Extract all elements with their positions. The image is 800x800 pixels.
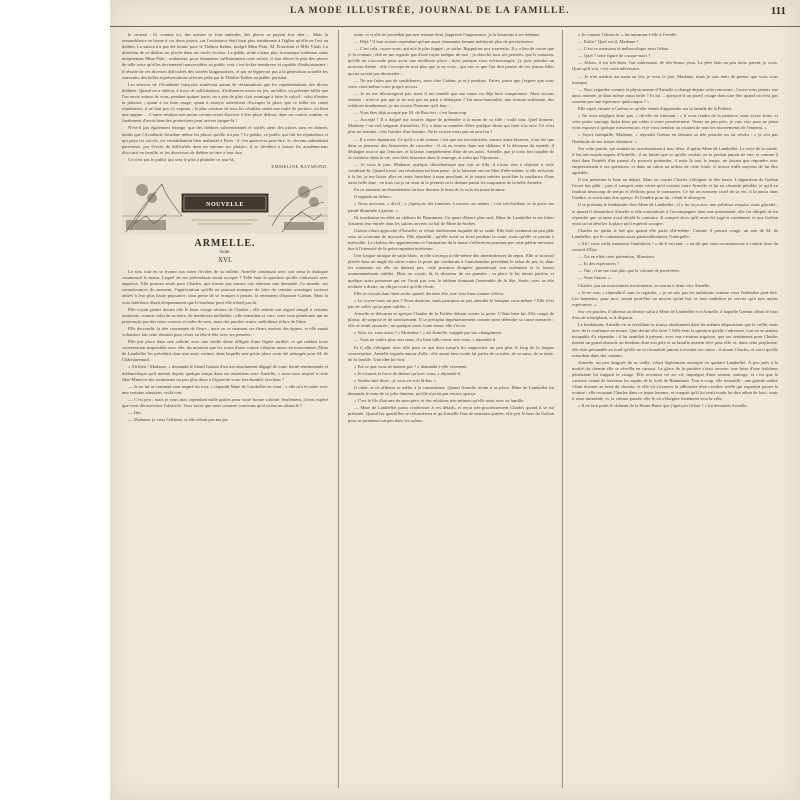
paragraph: Charles, par un mouvement involontaire, se tourna à demi vers Armelle. [578, 282, 711, 288]
paragraph: — Enfin ! Quel est-il, Madame ? [578, 39, 639, 45]
paragraph: Ce n'est pas le public qui sera le plus à plaindre ce jour-là. [128, 156, 235, 162]
paragraph: « Nous arrivons, » dit-il ; « j'aperçois des lumières à travers ces arbres ; c'est très-brillant, et la porte me paraît illuminée à giorno. » [348, 201, 554, 213]
paragraph: Il se présenta le lendemain chez Mme de Lambellet ; il y fut reçu avec une politesse exquise, mais glaciale ; et quand il demanda à Armelle si elle consentirait à l'accompagner dans une promenade, elle fut obligée de lui répondre que sa tante avait décidé le contraire. Il comprit alors qu'il avait été jugé et condamné, et que Gaëtan avait su lui dérober la place qu'il espérait occuper. [572, 202, 778, 226]
paragraph: — Vous l'aurez. » [578, 275, 611, 281]
story-subtitle: Suite. [219, 250, 231, 256]
paragraph: — Déjà ! Il faut avouer cependant qu'une aussi charmante femme mériterait plus de persévérance. [354, 39, 535, 45]
paragraph: Charles ne quitta le bal que quand elle partit elle-même. Comme il prenait congé, un ami de M. de Lambellet, qui le connaissait assez particulièrement, l'interpella : [572, 227, 778, 239]
column-divider [562, 30, 563, 788]
column-3 [572, 32, 778, 784]
paragraph: « Soyez tranquille, Madame, » répondit Gaëtan en laissant sa tête prendre un air résolu ; « je n'ai pas l'habitude de me laisser distancer. » [572, 132, 778, 144]
paragraph: Gaëtan s'était approché d'Armelle, et s'était tendrement inquiété de sa santé. Elle était vraiment un peu pâle sous sa couronne de myosotis. Elle répondit : qu'elle avait eu froid pendant la route, mais qu'elle se portait à merveille. La chaleur des appartements et l'animation de la danse s'effacèrent pourtant pas cette pâleur nerveuse due à l'intensité de la préoccupation intérieure. [348, 227, 554, 252]
paragraph: — Madame, je vous l'affirme, si elle n'était pas ma pa- [128, 417, 229, 423]
paragraph: « Ah bien ! Madame, » demanda le blond Gaëtan d'un ton absolument dégagé de toute feinte sentimentale et mélancolique qu'il mettait depuis quelque temps dans ses entretiens avec Armelle, « avez-vous inspiré à cette fière Minerve des sentiments un peu plus doux à l'égard de votre très-humble serviteur ? [122, 364, 328, 382]
paragraph: « Ne vous négligez donc pas, » dit-elle en finissant ; « il vous faudra de la patience, mais soyez franc, et cette petite sauvage finira bien par céder à votre persévérance. Venez un peu près, je vais voir pour ne point vous exposer à quelque mésaventure, et je vous tiendrai au courant de tous les mouvements de l'ennemi. » [572, 113, 778, 131]
paragraph: Le soir, tout en se livrant aux soins frivoles de sa toilette, Armelle continuait avec son cœur le dialogue commencé le matin. Lequel de ses prétendants serait accepté ? Telle était la question qu'elle s'adressait avec angoisse. Elle pouvait seule pour Charles, qui n'avait pas encore osé adresser une demande. Le monde, ses connaissances du moment, l'appréciation qu'elle ne pouvait manquer de faire de certains avantages sociaux attirés à leur plus haute puissance, sous peine de se tromper à jamais, la retenaient d'épouser Gaëtan. Mais la voix intérieure disait éloquemment que le bonheur pour elle n'était pas là. [122, 269, 328, 305]
paragraph: Elle reprit ensuite à Gaëtan ce qu'elle venait d'apprendre sur la famille de la Folière. [578, 106, 733, 112]
paragraph: « Je n'aurais la force de danser qu'avec vous, » répondit-il. [354, 370, 462, 376]
author-signature: EMMELINE RAYMOND. [271, 163, 328, 169]
page-header [110, 6, 800, 27]
paragraph: — Allons, il est très-bien, l'air intéressant, de très-beaux yeux. Le père était un peu notre parent, je crois. Quoi qu'il soit, c'est votre adversaire. [572, 60, 778, 72]
nouvelle-vignette [122, 176, 328, 234]
paragraph: — Vous ne voilez plus vers nous, il a bien fallu venir vers vous, » répondit-il. [354, 337, 497, 343]
paragraph: « Vous ici, vous aussi ? » Monsieur ! » dit Armelle, frappée par son changement. [354, 330, 503, 336]
vignette-label: NOUVELLE [206, 202, 244, 209]
newspaper-page [110, 0, 800, 800]
paragraph: — Mme de Lambellet parut s'intéresser à ces détails, et reçut très-gracieusement Charles quand il se fut présenté. Quand les quadrilles se reformèrent et qu'Armelle l'eut de nouveau quittée, elle prit le bras de Gaëtan pour se promener un peu dans les salons. [348, 405, 554, 423]
paragraph: — Ne me faites pas de confidences, mon cher Gaëtan, je m'y perdrais. Faites, parce que j'espère que vous serez vous-même votre propre avocat. [348, 77, 554, 89]
paragraph: — C'est peu ; mais je vous dois cependant mille grâces pour votre bonne volonté. Seulement, j'avais espéré que vous découvririez l'obstacle. Vous savez que nous sommes convenus qu'il existe un obstacle ? [122, 396, 328, 409]
page-number: 111 [770, 5, 786, 17]
paragraph: Il sut présenter le bras au départ. Mais on voyait Charles s'éloigner la tête basse. L'apparition de Gaëtan l'avait fait pâlir ; puis il comprit cette vérité qu'il existait entre Armelle et lui un obstacle pénible, et qu'il en faudrait beaucoup de temps et d'efforts pour le surmonter. Ce fut un moment cruel de sa vie, il la passa dans l'ombre, et sortit sans être aperçu. Et l'ombre pour lui, c'était le désespoir. [572, 177, 778, 201]
paragraph: — Oui ; il ne me faut plus que la volonté de persévérer. [578, 268, 680, 274]
paragraph: — Vous êtes déjà accepté par M. de Boisfort ; c'est beaucoup. [354, 110, 468, 116]
paragraph: « Il ne faut point le château de la Haute-Butte que j'aperçois là-bas ? » lui demanda Armelle. [578, 403, 748, 409]
paragraph: Une longue tunique de satin blanc, et elle s'avança à elle-même des intermittences de repos. Elle se trouvait placée dans un angle du salon contre la porte qui conduisait à l'antichambre précédant le salon de jeu, et, dans les moments où elle ne dansait pas, cette position éloignée garantissait son isolement et la faisait momentanément oublier. Mais on voyait, là, le dictateur de ses pensées ; sa place le lui faisait parfois, et quelque autre personne qui ne l'avait pas vue, le tableau dominait l'ensemble de la fête. Seule, avec sa tête inclinée à droite, on eût pu croire qu'elle rêvait. [348, 253, 554, 289]
paragraph: — Je vous le jure, Madame, quelque chevaleresque que soit sa fille, il n'aura rien à objecter à cette condition-là. Quand à moi, ma résolution est bien prise : je la laisserai encore libre d'elle-même, si elle m'écoute à la fin, je me laisse aller en toute franchise à mon penchant, et je saurai mériter peut-être la confiance d'une aussi belle âme ; en tous cas je ne serai ni le premier ni le dernier parmi les soupirants de la belle Armelle. [348, 161, 554, 186]
paragraph: — Quel ? cette figure de croque-mort ? [578, 53, 651, 59]
paragraph: « Je ne sais, » répondit-il sans la regarder, « je ne sais pas les ambitions comme vous l'entendez peut-être. Les honneurs, pour moi, seront peut-être un moyen qu'un but, et mon ambition ne servira qu'à mes autres espérances. » [572, 289, 778, 307]
paragraph: Elle se croyait donc bien seule, quand, derrière elle, une voix bien connue s'éleva. [354, 290, 505, 296]
engraved-vignette-illustration [122, 176, 328, 234]
paragraph: rente, et si elle ne possédait pas une fortune dont j'apprécie l'importance, je la laisserais à ses dédains. [354, 32, 541, 37]
paragraph: Sur cette parole, qui sonnait un avertissement à tous deux, il quitta Mme de Lambellet. Le reste de la soirée, il fut très-assidu auprès d'Armelle ; il ne faisait que ce qu'elle voulait, ne la perdait jamais de vue, et comme il était dans l'intérêt d'un parent d'y pouvoir prétendre, il resta là tout le temps, ne faisant que répondre avec empressement à ses questions, et dans un salon au milieu de cette foule, il trouva mille moyens de lui être agréable. [572, 145, 778, 175]
paragraph: Le lendemain, Armelle en se réveillant se trouva absolument dans les mêmes dispositions que la veille, mais avec de la confiance en moins. Que devait-elle faire ? Telle était la question qu'elle s'adressait, tout en se sentant incapable d'y répondre ; il lui semblait à présent, avec une certaine angoisse, que ses sentiments pour Charles étaient un grand obstacle au bonheur dont son père et sa famille avaient rêvé pour elle, et, dans cette perplexité, elle était persuadée au fond qu'elle ne se résoudrait jamais à écouter ses vœux ; il aimait Charles, et voici qu'elle retombait dans des craintes. [572, 322, 778, 358]
paragraph: — Je ne lui ai vraiment rien inspiré du tout, » répondit Mme de Lambellet en riant ; « elle m'a écoutée avec une certaine attention, voilà tout. [122, 383, 328, 395]
paragraph: Elle voyait parmi devant elle le beau visage sérieux de Charles ; elle sentait son regard rempli à certains moments, comme celui de sa mère, de tendresses ineffables ; elle entendait sa voix, cette voix pénétrante qui ne prononçait pas des mots sonores et vides de sens, mais des paroles vraies, mélodieux échos de l'âme. [122, 306, 328, 324]
paragraph: Les séances de l'Académie française soulèvent autant de réclamations que les représentations des divers théâtres. Quand on a obtenu, à force de sollicitations, d'influences mises en jeu, un billet, on présente billet que l'on envie autour de vous, pendant quinze jours, on a peu de plus clair avantage à faire le calcul : celui d'entrer la jalousie ; quant à en faire usage, quant à essayer naïvement d'occuper la place que ce billet est censé représenter, il ne faut pas s'y exposer ; la plus certaine de tous les résultats serait une foule de portiers, ou bien une angine…. L'autre résultat non moins certain serait d'arriver à être placé debout, dans un couloir sombre, et finalement d'avoir bien des protections pour arriver jusque-là ! [122, 81, 328, 124]
paragraph: Armelle, un peu fatiguée de sa veille, s'était légèrement assoupie en quittant Lambellet. A peu près à la moitié du chemin elle se réveilla en sursaut. La glace de la portière s'était ouverte, une brise d'une fraîcheur pénétrante lui frappait le visage. Elle reconnut cet air vif, imprégné d'une senteur sauvage, et c'est que le carrosse venait de traverser les sapins de la forêt de Biammont. Tout à coup, elle tressaillit : une grande ombre s'était dressée au bord du chemin, et elle vit s'avancer la silhouette d'un cavalier arrêté qui regardait passer la voiture ; elle reconnut Charles dans ce jeune homme, et comprit qu'il lui avait voulu lui dire adieu de loin ; mais il resta immobile, et, la voiture passée, elle le vit s'éloigner lentement vers la ville. [572, 359, 778, 402]
paragraph: « Je connais l'obstacle, » lui murmura-t-elle à l'oreille. [578, 32, 678, 37]
paragraph: Il regarda au dehors. [354, 194, 392, 200]
story-heading [122, 238, 328, 265]
paragraph: — Oui. [128, 410, 142, 416]
paragraph: Armelle se détourna et aperçut Charles de la Folière debout contre la porte. C'était bien lui. Elle rougit de plaisir, de surprise et de saisissement. Il se précipita impétueusement comme pour défendre sa cause menacée ; elle se sentit rassurée ; un quelque sorte, toute émue, elle s'écria : [348, 311, 554, 329]
paragraph: Il obéit, et ils allèrent se mêler à la contredanse. Quand Armelle revint à sa place, Mme de Lambellet lui demanda le nom de ce jolie danseur, qu'elle n'avait pas encore aperçu. [348, 385, 554, 397]
paragraph: — Je n'en mettrai ma main au feu, je vous le jure, Madame, mais je vais tenir de penser que vous vous trompez. [572, 73, 778, 85]
column-2 [348, 32, 554, 784]
paragraph: — C'est ce monsieur si mélancolique assis là-bas. [578, 46, 670, 52]
paragraph: — Non, regardez comme la physionomie d'Armelle a changé depuis cette rencontre ; l'avez-vous jamais vue aussi animée, je dirai même aussi belle ? Et lui… aperçoit-il un pareil visage dans une fête quand on n'est pas soutenu par une espérance quelconque ? » [572, 86, 778, 104]
paragraph: Elle prit place dans une calèche avec une vieille dame affligée d'une légère surdité, ce qui rendait toute conversation impossible avec elle, du moment que les roues d'une voiture s'étaient mises en mouvement. Mme de Lambellet les précédait dans une autre voiture, dans laquelle une petite place avait été ménagée pour M. de Châteaurenard. [122, 339, 328, 363]
paragraph: — Il a cette réputation. Ce qu'il y a de certain, c'est que ses excentricités, encore assez bizarres, n'ont été que dans sa jeunesse des bizarreries de caractère ; il vit en ermite dans son château, il la détourne du monde, il dédaigne tout ce qui l'entoure, et la laisse complètement libre de ses actes. Armelle, que je crois fort capable de se conduire dans la vie, sera bien heureuse dans le mariage, et celui qui l'épousera… [348, 136, 554, 160]
paragraph: — Je ne me découragerai pas, mais il me semble que ma cause est déjà bien compromise. Mais soyons sérieux ; n'est-ce pas que je ne suis pas un parti à dédaigner ? Un nom honorable, une fortune suffisante, des relations nombreuses, je me trouve l'homme qu'il faut… [348, 90, 554, 109]
paragraph: En ce moment un ébranlement furieux domina le bruit de la voix du jeune homme. [354, 187, 506, 193]
paragraph: Sur ces paroles, il adressa un dernier salut à Mme de Lambellet et à Armelle, à laquelle Gaëtan offrait le bras d'un air triomphant, et il disparut. [572, 308, 778, 321]
column-divider [338, 30, 339, 788]
paragraph: le croirait ; là, comme ici, des artistes se font entendre, des places se payent fort cher…. Mais la ressemblance se borne à ces deux points, car l'assistance était bien plus nombreuse à l'église qu'elle ne l'est au théâtre. La saison n'a pas été bonne pour le Théâtre-Italien, malgré Mme Patti, M. Franchini et Mlle Vitali. La direction de ce théâtre est placée dans un cercle vicieux. Le public riche n'aime plus la musique italienne, mais uniquement Mme Patti ; seulement, pour rémunérer suffisamment cette artiste, il faut élever le prix des places de telle sorte qu'elles deviennent inaccessibles au public vrai, c'est-à-dire nombreux et capable d'enthousiasme ; il résulte de ces diverses difficultés des soirées languissantes, et qui ne légueront pas à la génération actuelle les souvenirs des belles représentations offertes jadis par le Théâtre-Italien au public parisien. [122, 32, 328, 80]
paragraph: « Ah ! vous voilà, monsieur l'ambitieux ! » dit-il en riant ; « on dit que vous recommencez à vouloir faire du conseil d'État. [572, 241, 778, 253]
running-title: LA MODE ILLUSTRÉE, JOURNAL DE LA FAMILLE. [290, 6, 570, 16]
paragraph: « Voulez-moi donc ; je vous en vois là-bas. » [354, 377, 437, 383]
paragraph: « Le voyez-vous un peu ? Nous dansons, mais pourquoi ne pas attendre le bouquet vous-même ? Elle n'est pas de celles qu'on peut oublier. » [348, 297, 554, 309]
paragraph: N'est-il pas également étrange, que des théâtres subventionnés et tarifés aient des places sans en donner, tandis que l'Académie distribue même les places qu'elle n'a pas ? Le public, ce public qui fait les réputations et qui paye les succès, est véritablement bien maltraité à Paris ; il s'en apercevra peut-être, et, devenu subitement paresseux, par l'excès de difficultés dont on entoure ses plaisirs, il se décidera à laisser les académiciens discourir en famille, et les directeurs de théâtre se tirer à leur aise. [122, 125, 328, 155]
paragraph: Ils touchaient en effet au château de Biammont. Un quart d'heure plus tard, Mme de Lambellet et ses hôtes faisaient leur entrée dans les salons ouverts au bal de Mme de Sorbes. [348, 214, 554, 226]
paragraph: Elle descendit, la tête couronnée de fleurs ; mais en ce moment ses fleurs avaient des épines, et elle aurait volontiers fait cette réunion pour rester en tête-à-tête avec ses pensées. [122, 325, 328, 337]
paragraph: — J'ai en effet cette prétention, Monsieur. [578, 254, 656, 260]
paragraph: « C'est le fils d'un ami de mon père, et des relations très-intimes qu'elle avait avec sa famille. [354, 398, 525, 404]
paragraph: — C'est cela, voyez-vous, qui m'a le plus frappé ; je sache. Rappelons nos souvenirs. Il y a lieu de croire que je la connais ; elle ne me regarde pas d'une façon indigne de moi ; je cherche tous ses pensées, que le ruisseau, qu'elle ne s'accoude pour avoir une meilleure place ; mais puisque vous m'encouragez, j'y puis prendre un nouveau thème : elle s'occupe de moi plus que je ne crois ; qui sait ce que l'on doit penser de ces jeunes filles qui ne savent pas dissimuler… [348, 46, 554, 76]
chapter-number: XVI. [217, 256, 233, 265]
story-title: ARMELLE. [194, 238, 256, 250]
paragraph: — Et des espérances ? [578, 261, 620, 267]
paragraph: — Accepté ! Il a daigné me trouver digne de prétendre à la main de sa fille ; voilà tout. Quel homme, Madame ! un vrai seigneur d'autrefois. Il y a dans sa manière d'être quelque chose qui tient à la race. Ce n'est plus un homme, c'est l'ombre d'un homme. Ne le croyez-vous pas un peu fou ? [348, 117, 554, 135]
paragraph: Et il alla s'éloigner avec elle pour ce qui dura jusqu'à les rapprocher un peu plus le long de la longue conversation. Armelle regarda autour d'elle ; elle aurait bien voulu lui parler de sa mère, de sa sœur, de sa tante, de la famille. Une idée lui vint. [348, 344, 554, 362]
column-1 [122, 32, 328, 784]
paragraph: « Est-ce que vous ne dansez pas ? » demanda-t-elle vivement. [354, 363, 468, 369]
